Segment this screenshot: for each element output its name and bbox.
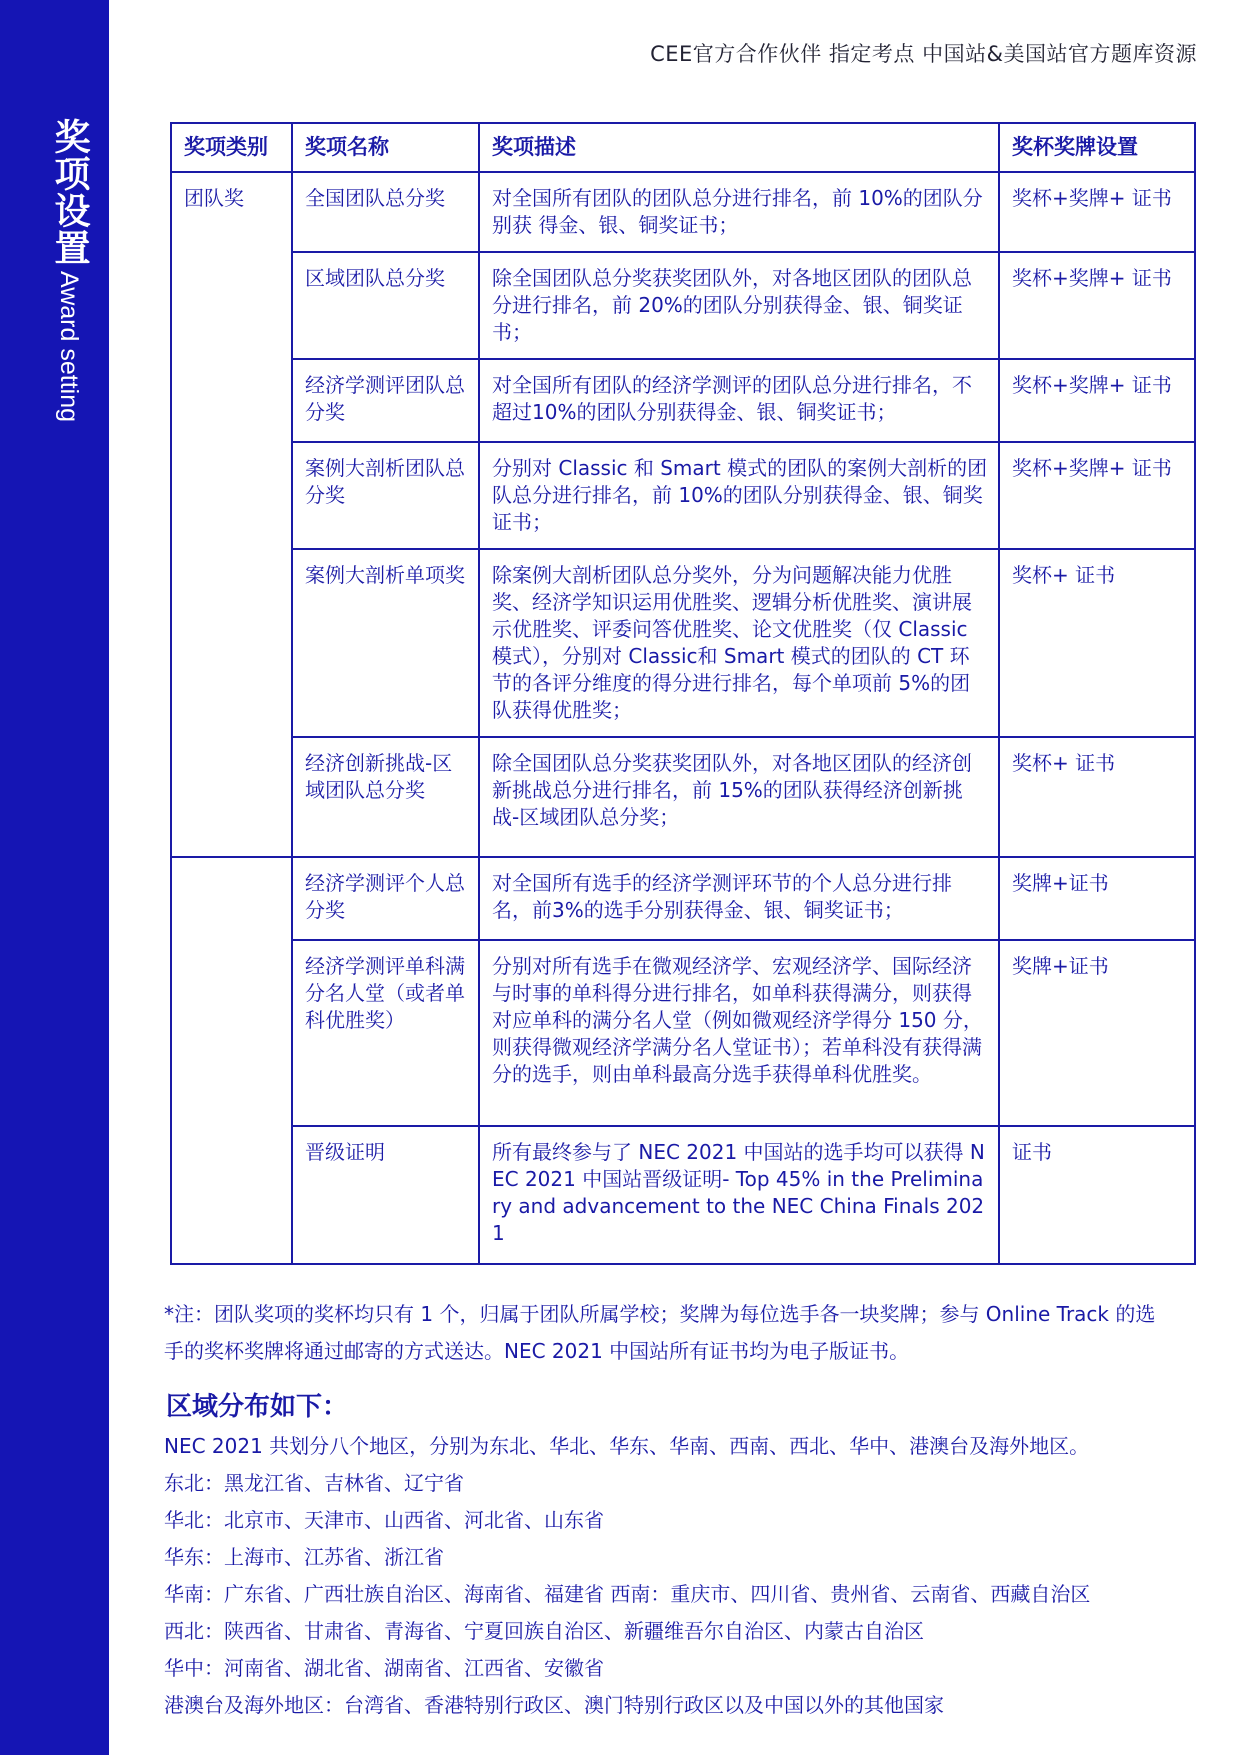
- table-row: [171, 857, 1195, 940]
- header-prize: 奖杯奖牌设置: [999, 123, 1195, 172]
- table-row: [171, 737, 1195, 857]
- sidebar-title-en: Award setting: [55, 271, 83, 423]
- table-row: [171, 172, 1195, 252]
- award-prize: 奖杯+奖牌+ 证书: [999, 359, 1195, 442]
- region-line: 华南：广东省、广西壮族自治区、海南省、福建省 西南：重庆市、四川省、贵州省、云南省、西藏自治区: [164, 1582, 1091, 1606]
- region-intro: NEC 2021 共划分八个地区，分别为东北、华北、华东、华南、西南、西北、华中、港澳台及海外地区。: [164, 1434, 1090, 1458]
- sidebar-title: [23, 118, 90, 423]
- award-name: 案例大剖析团队总分奖: [292, 442, 479, 549]
- table-header-row: [171, 123, 1195, 172]
- award-prize: 奖牌+证书: [999, 857, 1195, 940]
- award-description: 对全国所有团队的经济学测评的团队总分进行排名，不超过10%的团队分别获得金、银、铜奖证书；: [479, 359, 999, 442]
- award-prize: 奖牌+证书: [999, 940, 1195, 1126]
- award-prize: 奖杯+ 证书: [999, 549, 1195, 737]
- table-row: [171, 359, 1195, 442]
- table-row: [171, 442, 1195, 549]
- award-prize: 证书: [999, 1126, 1195, 1264]
- category-cell: [171, 857, 292, 1264]
- award-description: 对全国所有团队的团队总分进行排名，前 10%的团队分别获 得金、银、铜奖证书；: [479, 172, 999, 252]
- table-row: [171, 940, 1195, 1126]
- award-prize: 奖杯+ 证书: [999, 737, 1195, 857]
- table-row: [171, 252, 1195, 359]
- award-prize: 奖杯+奖牌+ 证书: [999, 252, 1195, 359]
- category-cell: 团队奖: [171, 172, 292, 857]
- sidebar-title-cn: 奖项设置: [49, 118, 90, 266]
- region-line: 华东：上海市、江苏省、浙江省: [164, 1545, 444, 1569]
- region-list: [164, 1428, 1224, 1724]
- award-description: 除案例大剖析团队总分奖外，分为问题解决能力优胜奖、经济学知识运用优胜奖、逻辑分析优胜奖、演讲展示优胜奖、评委问答优胜奖、论文优胜奖（仅 Classic 模式），分别对 Classic和 Smart 模式的团队的 CT 环节的各评分维度的得分进行排名，每个单项前 5%的团队获得优胜奖；: [479, 549, 999, 737]
- region-line: 华北：北京市、天津市、山西省、河北省、山东省: [164, 1508, 604, 1532]
- table-row: [171, 1126, 1195, 1264]
- award-name: 全国团队总分奖: [292, 172, 479, 252]
- header-text: CEE官方合作伙伴 指定考点 中国站&美国站官方题库资源: [650, 42, 1197, 66]
- award-name: 区域团队总分奖: [292, 252, 479, 359]
- region-line: 港澳台及海外地区：台湾省、香港特别行政区、澳门特别行政区以及中国以外的其他国家: [164, 1693, 944, 1717]
- award-description: 分别对所有选手在微观经济学、宏观经济学、国际经济与时事的单科得分进行排名，如单科获得满分，则获得对应单科的满分名人堂（例如微观经济学得分 150 分，则获得微观经济学满分名人堂证书）；若单科没有获得满分的选手，则由单科最高分选手获得单科优胜奖。: [479, 940, 999, 1126]
- region-line: 西北：陕西省、甘肃省、青海省、宁夏回族自治区、新疆维吾尔自治区、内蒙古自治区: [164, 1619, 924, 1643]
- table-row: [171, 549, 1195, 737]
- award-name: 经济学测评单科满分名人堂（或者单科优胜奖）: [292, 940, 479, 1126]
- award-description: 除全国团队总分奖获奖团队外，对各地区团队的经济创新挑战总分进行排名，前 15%的团队获得经济创新挑战-区域团队总分奖；: [479, 737, 999, 857]
- region-title: 区域分布如下：: [166, 1392, 349, 1422]
- header-description: 奖项描述: [479, 123, 999, 172]
- sidebar: [0, 0, 109, 1755]
- header-category: 奖项类别: [171, 123, 292, 172]
- award-prize: 奖杯+奖牌+ 证书: [999, 172, 1195, 252]
- footnote: *注：团队奖项的奖杯均只有 1 个，归属于团队所属学校；奖牌为每位选手各一块奖牌；参与 Online Track 的选手的奖杯奖牌将通过邮寄的方式送达。NEC 2021 中国站所有证书均为电子版证书。: [164, 1302, 1156, 1363]
- award-name: 案例大剖析单项奖: [292, 549, 479, 737]
- award-description: 除全国团队总分奖获奖团队外，对各地区团队的团队总分进行排名，前 20%的团队分别获得金、银、铜奖证书；: [479, 252, 999, 359]
- award-name: 经济学测评个人总分奖: [292, 857, 479, 940]
- award-prize: 奖杯+奖牌+ 证书: [999, 442, 1195, 549]
- award-description: 分别对 Classic 和 Smart 模式的团队的案例大剖析的团队总分进行排名，前 10%的团队分别获得金、银、铜奖证书；: [479, 442, 999, 549]
- award-description: 所有最终参与了 NEC 2021 中国站的选手均可以获得 NEC 2021 中国站晋级证明- Top 45% in the Preliminary and advancement to the NEC China Finals 2021: [479, 1126, 999, 1264]
- award-name: 晋级证明: [292, 1126, 479, 1264]
- region-line: 华中：河南省、湖北省、湖南省、江西省、安徽省: [164, 1656, 604, 1680]
- award-name: 经济学测评团队总分奖: [292, 359, 479, 442]
- award-description: 对全国所有选手的经济学测评环节的个人总分进行排名，前3%的选手分别获得金、银、铜奖证书；: [479, 857, 999, 940]
- header-name: 奖项名称: [292, 123, 479, 172]
- region-line: 东北：黑龙江省、吉林省、辽宁省: [164, 1471, 464, 1495]
- award-name: 经济创新挑战-区域团队总分奖: [292, 737, 479, 857]
- award-table: [170, 122, 1196, 1265]
